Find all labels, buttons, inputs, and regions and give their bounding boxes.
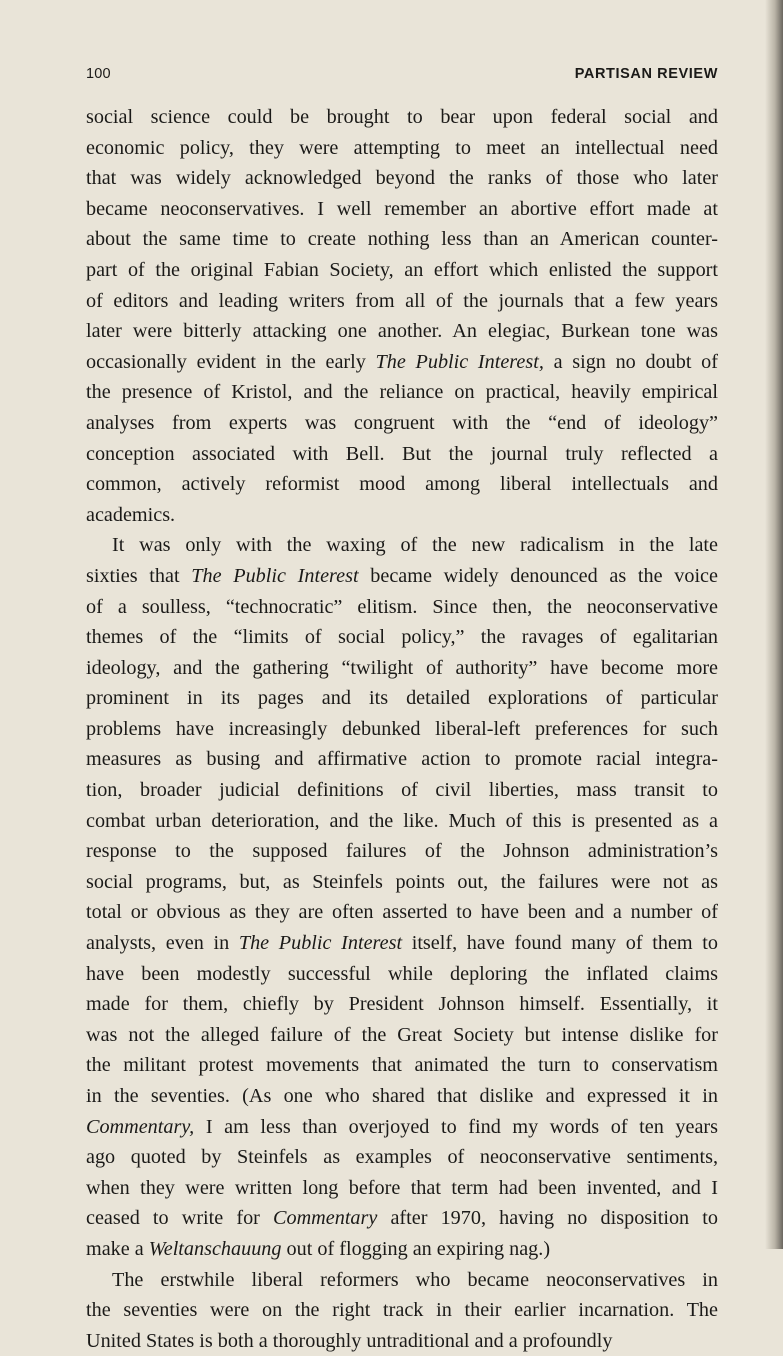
paragraph: [86, 102, 718, 530]
text-line: [86, 194, 718, 225]
text-line: [86, 439, 718, 470]
text-segment: of editors and leading writers from all of the journals that a few years: [86, 289, 718, 312]
text-segment: made for them, chiefly by President Johnson himself. Essentially, it: [86, 993, 718, 1016]
text-segment: part of the original Fabian Society, an effort which enlisted the support: [86, 258, 718, 281]
text-segment: make a: [86, 1237, 149, 1260]
text-line: [86, 1020, 718, 1051]
text-line: [86, 469, 718, 500]
running-header: [86, 66, 718, 82]
text-line: [86, 1203, 718, 1234]
text-segment: total or obvious as they are often asserted to have been and a number of: [86, 901, 718, 924]
text-line: [86, 775, 718, 806]
text-segment: measures as busing and affirmative action to promote racial integra-: [86, 748, 718, 771]
text-line: [86, 897, 718, 928]
text-segment: themes of the “limits of social policy,” the ravages of egalitarian: [86, 626, 718, 649]
text-segment: ceased to write for: [86, 1207, 274, 1230]
page-edge-shadow: [765, 0, 783, 1249]
italic-title: Commentary,: [86, 1115, 195, 1138]
text-segment: have been modestly successful while deploring the inflated claims: [86, 962, 718, 985]
text-line: [86, 836, 718, 867]
text-line: [86, 989, 718, 1020]
paragraph: [86, 1265, 718, 1356]
text-line: [86, 1112, 718, 1143]
text-segment: ago quoted by Steinfels as examples of neoconservative sentiments,: [86, 1146, 718, 1169]
text-segment: analysts, even in: [86, 932, 239, 955]
italic-title: The Public Interest,: [375, 350, 544, 373]
text-line: [86, 928, 718, 959]
text-line: [86, 102, 718, 133]
text-segment: combat urban deterioration, and the like. Much of this is presented as a: [86, 809, 718, 832]
text-line: [86, 653, 718, 684]
text-segment: became neoconservatives. I well remember an abortive effort made at: [86, 197, 718, 220]
text-line: [86, 500, 718, 531]
page-number: 100: [86, 66, 111, 82]
text-line: [86, 1265, 718, 1296]
text-line: [86, 622, 718, 653]
text-line: [86, 530, 718, 561]
journal-title: PARTISAN REVIEW: [574, 66, 718, 82]
text-segment: the seventies were on the right track in their earlier incarnation. The: [86, 1299, 718, 1322]
text-segment: the presence of Kristol, and the reliance on practical, heavily empirical: [86, 381, 718, 404]
text-segment: prominent in its pages and its detailed explorations of particular: [86, 687, 718, 710]
text-line: [86, 316, 718, 347]
text-segment: I am less than overjoyed to find my words of ten years: [194, 1115, 718, 1138]
text-segment: the militant protest movements that animated the turn to conservatism: [86, 1054, 718, 1077]
text-line: [86, 1326, 718, 1356]
text-line: [86, 1295, 718, 1326]
text-segment: social programs, but, as Steinfels points out, the failures were not as: [86, 870, 718, 893]
text-line: [86, 408, 718, 439]
text-line: [86, 1173, 718, 1204]
text-line: [86, 377, 718, 408]
italic-title: Commentary: [273, 1207, 378, 1230]
text-segment: after 1970, having no disposition to: [377, 1207, 718, 1230]
italic-title: Weltanschauung: [148, 1237, 282, 1260]
text-segment: It was only with the waxing of the new radicalism in the late: [112, 534, 718, 557]
text-segment: about the same time to create nothing less than an American counter-: [86, 228, 718, 251]
text-line: [86, 561, 718, 592]
text-line: [86, 959, 718, 990]
text-line: [86, 714, 718, 745]
text-line: [86, 806, 718, 837]
text-segment: that was widely acknowledged beyond the ranks of those who later: [86, 167, 718, 190]
text-segment: a sign no doubt of: [543, 350, 718, 373]
text-segment: ideology, and the gathering “twilight of authority” have become more: [86, 656, 718, 679]
text-segment: later were bitterly attacking one another. An elegiac, Burkean tone was: [86, 320, 718, 343]
text-line: [86, 1050, 718, 1081]
text-segment: was not the alleged failure of the Great Society but intense dislike for: [86, 1023, 718, 1046]
text-line: [86, 163, 718, 194]
italic-title: The Public Interest: [191, 564, 359, 587]
italic-title: The Public Interest: [238, 932, 403, 955]
text-segment: tion, broader judicial definitions of civil liberties, mass transit to: [86, 779, 718, 802]
text-segment: The erstwhile liberal reformers who became neoconservatives in: [112, 1268, 718, 1291]
paragraph: [86, 530, 718, 1264]
text-line: [86, 133, 718, 164]
text-segment: sixties that: [86, 564, 192, 587]
text-line: [86, 1142, 718, 1173]
text-line: [86, 867, 718, 898]
text-segment: analyses from experts was congruent with the “end of ideology”: [86, 411, 718, 434]
text-line: [86, 592, 718, 623]
text-line: [86, 224, 718, 255]
text-line: [86, 1234, 718, 1265]
text-segment: when they were written long before that term had been invented, and I: [86, 1176, 718, 1199]
text-segment: in the seventies. (As one who shared that dislike and expressed it in: [86, 1085, 718, 1107]
text-segment: economic policy, they were attempting to meet an intellectual need: [86, 136, 718, 159]
text-line: [86, 347, 718, 378]
text-segment: problems have increasingly debunked liberal-left preferences for such: [86, 717, 718, 740]
text-line: [86, 744, 718, 775]
text-segment: response to the supposed failures of the Johnson administration’s: [86, 840, 718, 863]
body-text: [86, 102, 718, 1356]
text-segment: occasionally evident in the early: [86, 350, 376, 373]
text-segment: of a soulless, “technocratic” elitism. Since then, the neoconservative: [86, 595, 718, 618]
text-line: [86, 1081, 718, 1112]
text-segment: academics.: [86, 503, 176, 526]
text-line: [86, 255, 718, 286]
text-line: [86, 683, 718, 714]
text-line: [86, 286, 718, 317]
text-segment: became widely denounced as the voice: [358, 564, 718, 587]
text-segment: common, actively reformist mood among liberal intellectuals and: [86, 473, 718, 496]
text-segment: out of flogging an expiring nag.): [281, 1237, 551, 1260]
text-segment: social science could be brought to bear upon federal social and: [86, 106, 718, 128]
text-segment: conception associated with Bell. But the journal truly reflected a: [86, 442, 718, 465]
text-segment: United States is both a thoroughly untraditional and a profoundly: [86, 1329, 613, 1352]
text-segment: itself, have found many of them to: [402, 932, 718, 955]
